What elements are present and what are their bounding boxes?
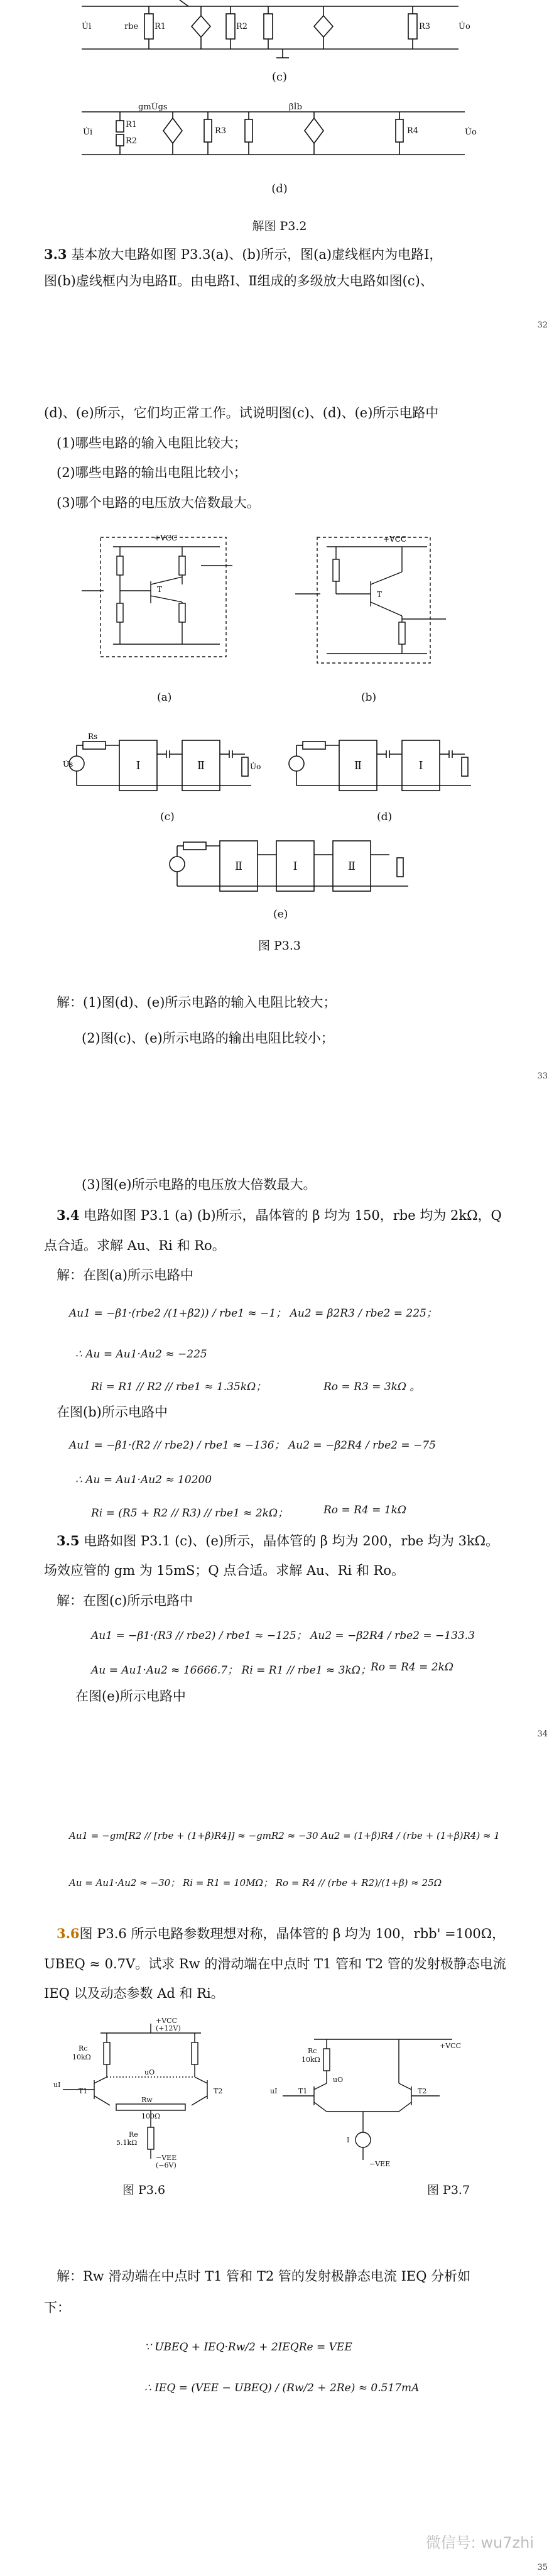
figure-label-c2: (c) (160, 811, 175, 823)
circuit-c-top (57, 0, 496, 69)
p36-label-100: 100Ω (141, 2112, 161, 2120)
block-e-3: Ⅱ (347, 860, 356, 873)
p36-label-re: Re (129, 2130, 138, 2139)
block-c-1: Ⅰ (136, 759, 141, 772)
answer-2: (2)图(c)、(e)所示电路的输出电阻比较小； (82, 1031, 334, 1046)
problem-3-3-number: 3.3 (44, 246, 67, 262)
block-diagram-d (283, 729, 490, 798)
svg-text:T: T (377, 590, 383, 599)
problem-3-3-line3: (d)、(e)所示，它们均正常工作。试说明图(c)、(d)、(e)所示电路中 (44, 405, 439, 420)
question-2: (2)哪些电路的输出电阻比较小； (57, 465, 247, 480)
equation-3-4-6b: Ro = R4 = 1kΩ (323, 1504, 406, 1516)
p37-label-i: I (347, 2136, 350, 2144)
svg-text:T: T (157, 585, 163, 594)
p36-label-t2: T2 (214, 2087, 223, 2095)
p37-label-uo: uO (333, 2076, 344, 2084)
p33-line1-text: 基本放大电路如图 P3.3(a)、(b)所示，图(a)虚线框内为电路Ⅰ， (71, 247, 443, 262)
p37-label-t1: T1 (298, 2087, 308, 2095)
figure-label-e: (e) (273, 908, 288, 921)
problem-3-6-line3: IEQ 以及动态参数 Ad 和 Ri。 (44, 1986, 224, 2001)
caption-p33: 图 P3.3 (258, 939, 301, 953)
label-r1-c: R1 (155, 22, 166, 31)
equation-3-4-3b: Ro = R3 = 3kΩ 。 (323, 1381, 421, 1393)
block-c-2: Ⅱ (197, 759, 205, 772)
equation-3-5-3: Au1 = −gm[R2 // [rbe + (1+β)R4]] ≈ −gmR2 ≈ −30 Au2 = (1+β)R4 / (rbe + (1+β)R4) ≈ 1 (69, 1830, 500, 1841)
page-number-33: 33 (537, 1072, 548, 1081)
circuit-p36 (50, 2014, 239, 2171)
p36-label-ui: uI (53, 2081, 61, 2089)
label-r1-d: R1 (126, 120, 138, 129)
equation-3-6-1: ∵ UBEQ + IEQ·Rw/2 + 2IEQRe = VEE (144, 2341, 352, 2354)
problem-3-4-line1 (57, 1205, 502, 1226)
p37-label-t2: T2 (418, 2087, 427, 2095)
block-e-1: Ⅱ (234, 860, 243, 873)
p37-label-ui: uI (270, 2087, 278, 2095)
label-r3-c: R3 (419, 22, 431, 31)
problem-3-5-line2: 场效应管的 gm 为 15mS；Q 点合适。求解 Au、Ri 和 Ro。 (44, 1563, 404, 1578)
p34-line1-text: 电路如图 P3.1 (a) (b)所示，晶体管的 β 均为 150，rbe 均为 2kΩ，Q (84, 1208, 502, 1223)
problem-3-5-line1 (57, 1530, 499, 1552)
circuit-p33-b (289, 522, 452, 672)
problem-3-6-number: 3.6 (57, 1926, 80, 1941)
p36-label-uo: uO (144, 2068, 155, 2076)
p36-label-rw: Rw (141, 2096, 153, 2104)
p36-label-t1: T1 (79, 2087, 88, 2095)
equation-3-5-4: Au = Au1·Au2 ≈ −30； Ri = R1 = 10MΩ； Ro = R4 // (rbe + R2)/(1+β) ≈ 25Ω (69, 1877, 442, 1888)
p37-label-10k: 10kΩ (301, 2056, 320, 2064)
label-ui-d: U̇i (83, 128, 93, 137)
solution-3-6-b: 下： (44, 2300, 70, 2315)
equation-3-4-4: Au1 = −β1·(R2 // rbe2) / rbe1 ≈ −136； Au2 = −β2R4 / rbe2 = −75 (69, 1439, 436, 1452)
problem-3-6-line2: UBEQ ≈ 0.7V。试求 Rw 的滑动端在中点时 T1 管和 T2 管的发射极静态电流 (44, 1956, 506, 1971)
equation-3-4-6: Ri = (R5 + R2 // R3) // rbe1 ≈ 2kΩ； (91, 1507, 289, 1520)
svg-text:+VCC: +VCC (154, 534, 178, 542)
circuit-d (63, 94, 502, 176)
p37-label-rc: Rc (308, 2047, 317, 2055)
label-ui-c: U̇i (82, 22, 92, 31)
label-r4-d: R4 (407, 126, 419, 136)
question-3: (3)哪个电路的电压放大倍数最大。 (57, 495, 260, 510)
equation-3-4-5: ∴ Au = Au1·Au2 ≈ 10200 (75, 1474, 212, 1486)
p37-label-vee: −VEE (369, 2160, 391, 2168)
equation-3-4-2: ∴ Au = Au1·Au2 ≈ −225 (75, 1348, 207, 1361)
label-gm-d: gmU̇gs (138, 102, 168, 112)
answer-3: (3)图(e)所示电路的电压放大倍数最大。 (82, 1177, 317, 1192)
figure-label-c: (c) (271, 70, 288, 84)
p36-label-10k: 10kΩ (72, 2053, 91, 2061)
question-1: (1)哪些电路的输入电阻比较大； (57, 436, 247, 451)
p36-line1-text: 图 P3.6 所示电路参数理想对称，晶体管的 β 均为 100，rbb' =100Ω， (79, 1926, 506, 1941)
problem-3-4-line2: 点合适。求解 Au、Ri 和 Ro。 (44, 1238, 225, 1253)
circuit-p33-a (75, 522, 239, 672)
caption-p32: 解图 P3.2 (252, 219, 307, 233)
problem-3-6-line1 (57, 1923, 505, 1944)
equation-3-5-2b: Ro = R4 = 2kΩ (371, 1661, 453, 1674)
problem-3-4-number: 3.4 (57, 1207, 80, 1223)
watermark: 微信号: wu7zhi (425, 2534, 534, 2551)
answer-1: 解：(1)图(d)、(e)所示电路的输入电阻比较大； (57, 995, 337, 1010)
block-diagram-e (163, 830, 427, 899)
figure-label-a: (a) (157, 691, 172, 704)
block-d-2: Ⅰ (418, 759, 423, 772)
figure-label-d: (d) (271, 182, 288, 195)
p36-label-12v: (+12V) (156, 2024, 181, 2032)
problem-3-5-number: 3.5 (57, 1533, 80, 1548)
solution-3-4-b: 在图(b)所示电路中 (57, 1405, 168, 1420)
svg-text:+VCC: +VCC (383, 535, 407, 544)
label-r2-d: R2 (126, 136, 138, 146)
solution-3-5-b: 在图(e)所示电路中 (75, 1689, 186, 1704)
equation-3-4-1: Au1 = −β1·(rbe2 /(1+β2)) / rbe1 ≈ −1； Au2 = β2R3 / rbe2 = 225； (69, 1307, 437, 1320)
caption-p37: 图 P3.7 (427, 2183, 470, 2197)
equation-3-6-2: ∴ IEQ = (VEE − UBEQ) / (Rw/2 + 2Re) ≈ 0.517mA (144, 2382, 420, 2394)
label-uo-c2: U̇o (250, 762, 261, 771)
p36-label-6v: (−6V) (156, 2161, 176, 2169)
figure-label-b: (b) (361, 691, 377, 704)
figure-label-d2: (d) (377, 811, 393, 823)
block-d-1: Ⅱ (354, 759, 362, 772)
equation-3-4-3: Ri = R1 // R2 // rbe1 ≈ 1.35kΩ； (91, 1381, 267, 1393)
problem-3-3-line2: 图(b)虚线框内为电路Ⅱ。由电路Ⅰ、Ⅱ组成的多级放大电路如图(c)、 (44, 273, 433, 288)
p37-label-vcc: +VCC (440, 2042, 461, 2050)
problem-3-3-line1 (44, 244, 442, 265)
solution-3-4: 解：在图(a)所示电路中 (57, 1268, 193, 1283)
label-rs-c: Rs (88, 732, 98, 741)
solution-3-6: 解：Rw 滑动端在中点时 T1 管和 T2 管的发射极静态电流 IEQ 分析如 (57, 2269, 471, 2284)
label-r3-d: R3 (215, 126, 227, 136)
p36-label-rc: Rc (79, 2044, 88, 2053)
block-diagram-c (63, 729, 270, 798)
equation-3-5-1: Au1 = −β1·(R3 // rbe2) / rbe1 ≈ −125； Au2 = −β2R4 / rbe2 = −133.3 (91, 1630, 475, 1642)
page-number-35: 35 (537, 2563, 548, 2572)
p35-line1-text: 电路如图 P3.1 (c)、(e)所示，晶体管的 β 均为 200，rbe 均为 3kΩ。 (84, 1533, 499, 1548)
block-e-2: Ⅰ (293, 860, 298, 873)
page-number-34: 34 (537, 1729, 548, 1739)
caption-p36: 图 P3.6 (122, 2183, 166, 2197)
label-beta-d: βİb (289, 102, 302, 112)
circuit-p37 (264, 2014, 471, 2171)
solution-3-5: 解：在图(c)所示电路中 (57, 1593, 193, 1608)
label-r2-c: R2 (236, 22, 248, 31)
label-uo-d: U̇o (465, 128, 477, 137)
label-uo-c: U̇o (459, 22, 470, 31)
equation-3-5-2: Au = Au1·Au2 ≈ 16666.7； Ri = R1 // rbe1 ≈ 3kΩ； (91, 1664, 371, 1677)
p36-label-vee: −VEE (156, 2154, 177, 2162)
page-number-32: 32 (537, 321, 548, 330)
label-rbe-c: rbe (124, 22, 139, 31)
p36-label-vcc: +VCC (156, 2017, 177, 2025)
label-us-c: U̇s (63, 760, 73, 769)
p36-label-5k1: 5.1kΩ (116, 2139, 138, 2147)
